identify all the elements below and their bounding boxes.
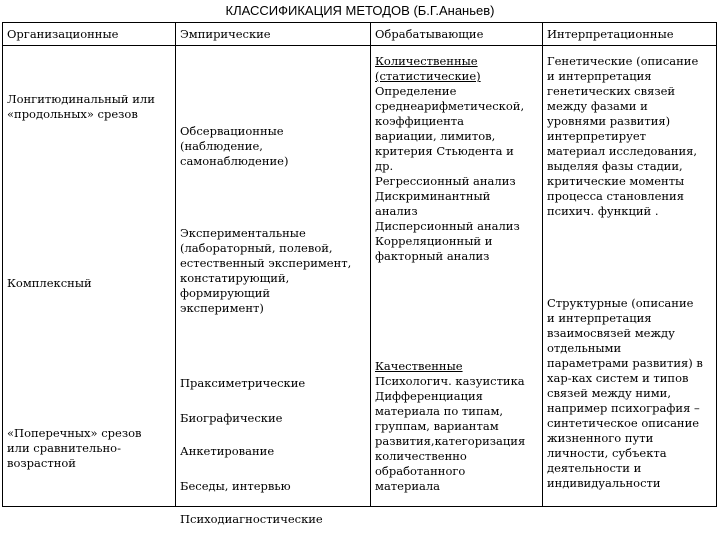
text-line: Регрессионный анализ — [375, 174, 516, 188]
text-line: развития,категоризация — [375, 434, 526, 448]
text-line: Обсервационные — [180, 124, 284, 138]
text-line: синтетическое описание — [547, 416, 700, 430]
text-line: «продольных» срезов — [7, 107, 138, 121]
text-line: Анкетирование — [180, 444, 275, 458]
cross-sectional-method — [7, 426, 172, 471]
text-line: генетических связей — [547, 84, 676, 98]
text-line: естественный эксперимент, — [180, 256, 352, 270]
text-line: параметрами развития) в — [547, 356, 703, 370]
genetic-methods — [547, 54, 713, 219]
text-line: жизненного пути — [547, 431, 654, 445]
text-line: материал исследования, — [547, 144, 698, 158]
text-line: отдельными — [547, 341, 622, 355]
text-line: группам, вариантам — [375, 419, 499, 433]
quantitative-methods — [375, 54, 539, 264]
text-line: Психологич. казуистика — [375, 374, 525, 388]
longitudinal-method — [7, 92, 172, 122]
text-line: самонаблюдение) — [180, 154, 289, 168]
text-line: Беседы, интервью — [180, 479, 291, 493]
text-line: (наблюдение, — [180, 139, 263, 153]
text-line: формирующий — [180, 286, 271, 300]
text-line: материала по типам, — [375, 404, 504, 418]
text-line: возрастной — [7, 456, 76, 470]
text-line: личности, субъекта — [547, 446, 667, 460]
psychodiagnostic-methods — [180, 512, 367, 527]
text-line: Психодиагностические — [180, 512, 323, 526]
text-line: Биографические — [180, 411, 283, 425]
praxis-methods — [180, 376, 367, 391]
text-line: «Поперечных» срезов — [7, 426, 142, 440]
text-line: Комплексный — [7, 276, 92, 290]
header-processing: Обрабатывающие — [375, 27, 484, 41]
text-line: уровнями развития) — [547, 114, 671, 128]
text-line: критерия Стьюдента и — [375, 144, 514, 158]
text-line: хар-ках систем и типов — [547, 371, 689, 385]
section-title: Качественные — [375, 359, 463, 373]
processing-column — [371, 46, 543, 507]
header-interpretational: Интерпретационные — [547, 27, 674, 41]
structural-methods — [547, 296, 713, 491]
text-line: эксперимент) — [180, 301, 264, 315]
text-line: Экспериментальные — [180, 226, 306, 240]
text-line: связей между ними, — [547, 386, 671, 400]
text-line: Структурные (описание — [547, 296, 694, 310]
text-line: Праксиметрические — [180, 376, 306, 390]
text-line: количественно — [375, 449, 467, 463]
text-line: среднеарифметической, — [375, 99, 525, 113]
organizational-column — [3, 46, 176, 507]
text-line: и интерпретация — [547, 311, 652, 325]
text-line: Дискриминантный — [375, 189, 491, 203]
text-line: Генетические (описание — [547, 54, 699, 68]
text-line: интерпретирует — [547, 129, 647, 143]
header-empirical-cell — [176, 23, 371, 46]
survey-methods — [180, 444, 367, 459]
experimental-methods — [180, 226, 367, 316]
text-line: материала — [375, 479, 441, 493]
page-title: КЛАССИФИКАЦИЯ МЕТОДОВ (Б.Г.Ананьев) — [225, 3, 495, 18]
text-line: Определение — [375, 84, 457, 98]
text-line: взаимосвязей между — [547, 326, 675, 340]
text-line: и интерпретация — [547, 69, 652, 83]
text-line: или сравнительно- — [7, 441, 121, 455]
section-title: (статистические) — [375, 69, 481, 83]
header-processing-cell — [371, 23, 543, 46]
empirical-column — [176, 46, 371, 526]
text-line: др. — [375, 159, 394, 173]
text-line: вариации, лимитов, — [375, 129, 496, 143]
interview-methods — [180, 479, 367, 494]
interpretational-column — [543, 46, 717, 507]
text-line: Лонгитюдинальный или — [7, 92, 155, 106]
text-line: коэффициента — [375, 114, 464, 128]
observational-methods — [180, 124, 367, 169]
text-line: анализ — [375, 204, 418, 218]
biographical-methods — [180, 411, 367, 426]
text-line: индивидуальности — [547, 476, 661, 490]
text-line: констатирующий, — [180, 271, 290, 285]
text-line: Дисперсионный анализ — [375, 219, 520, 233]
header-organizational-cell — [3, 23, 176, 46]
text-line: обработанного — [375, 464, 466, 478]
text-line: выделяя фазы стадии, — [547, 159, 683, 173]
header-empirical: Эмпирические — [180, 27, 271, 41]
text-line: (лабораторный, полевой, — [180, 241, 333, 255]
text-line: Дифференциация — [375, 389, 483, 403]
text-line: например психография – — [547, 401, 700, 415]
text-line: критические моменты — [547, 174, 685, 188]
complex-method — [7, 276, 172, 291]
methods-table — [2, 22, 717, 526]
text-line: факторный анализ — [375, 249, 490, 263]
text-line: Корреляционный и — [375, 234, 493, 248]
header-organizational: Организационные — [7, 27, 119, 41]
text-line: психич. функций . — [547, 204, 659, 218]
text-line: между фазами и — [547, 99, 648, 113]
qualitative-methods — [375, 359, 539, 494]
section-title: Количественные — [375, 54, 478, 68]
text-line: деятельности и — [547, 461, 642, 475]
header-interpretational-cell — [543, 23, 717, 46]
text-line: процесса становления — [547, 189, 684, 203]
